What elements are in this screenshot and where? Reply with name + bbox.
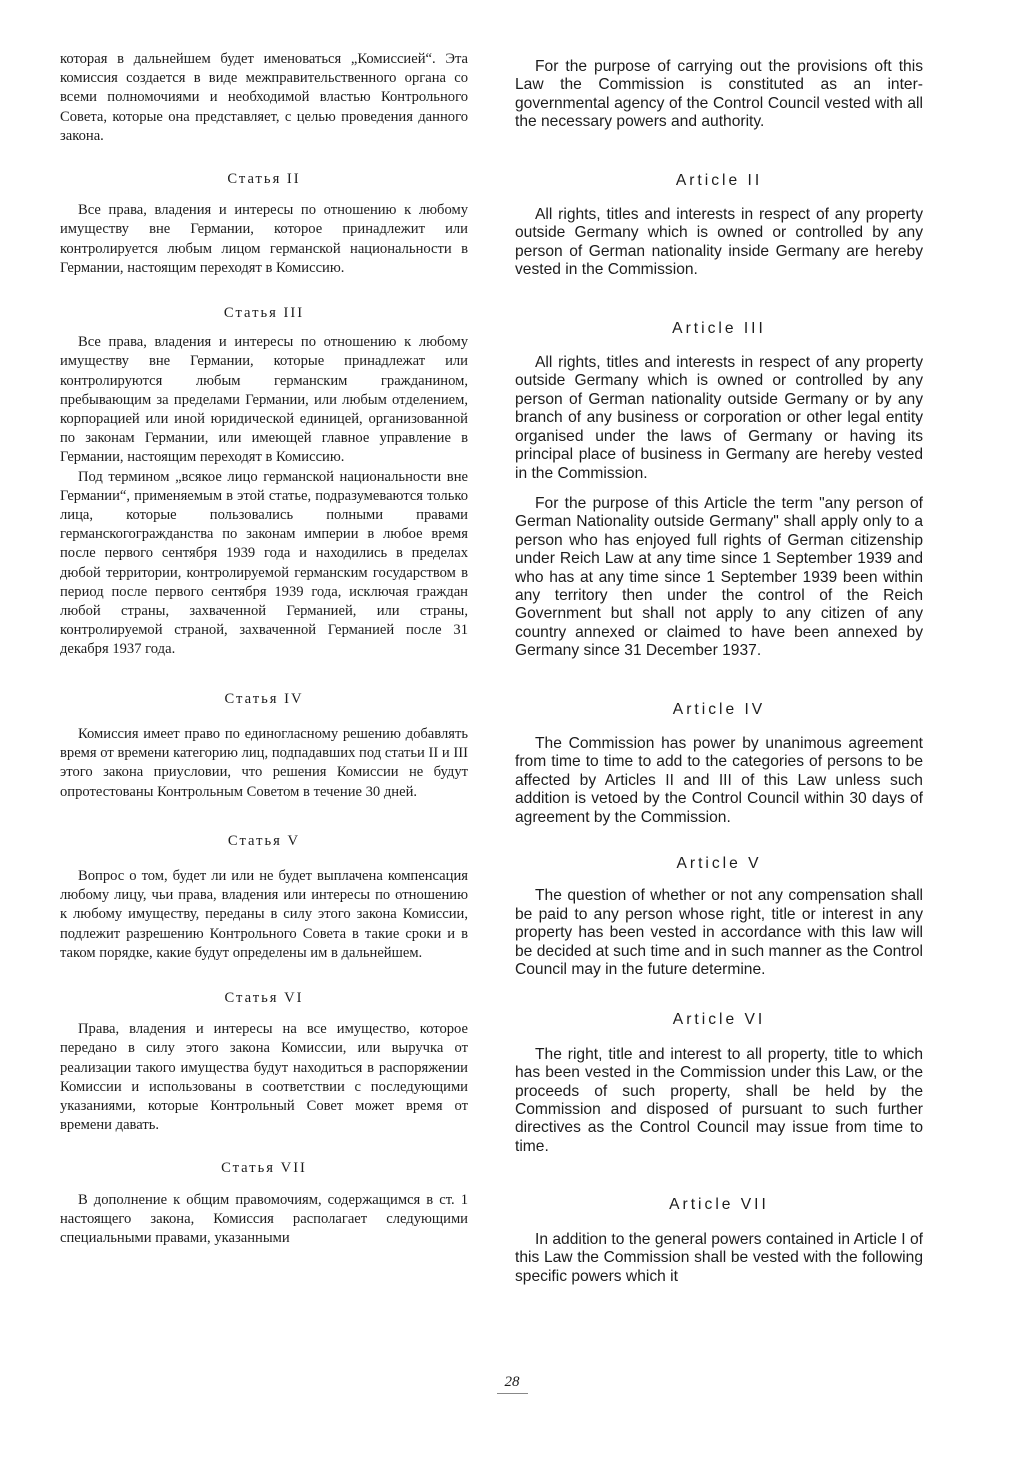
ru-article-5-paragraph: Вопрос о том, будет ли или не будет выплачена компенсация любому лицу, чьи права, владения или интересы по отношению к любому имуществу, переданы в силу этого закона Комиссии, подлежит разрешению Контрольного Совета в такие сроки и в таком порядке, какие будут определены им в дальнейшем. (60, 867, 468, 961)
en-article-2-heading: Article II (675, 171, 763, 189)
en-article-6-heading: Article VI (672, 1011, 766, 1029)
ru-article-5-heading: Статья V (227, 832, 301, 849)
ru-article-4-paragraph: Комиссия имеет право по единогласному решению добавлять время от времени категорию лиц, подпадавших под статьи II и III этого закона приусловии, что решения Комиссии не будут опротестованы Контрольным Советом в течение 30 дней. (60, 725, 468, 800)
en-article-3-paragraph-2: For the purpose of this Article the term "any person of German Nationality outside Germany" shall apply only to a person who has enjoyed full rights of German citizenship under Reich Law at any time since 1 September 1939 and who has at any time since 1 September 1939 been within any territory then under the control of the Reich Government but shall not apply to any citizen of any country annexed or claimed to have been annexed by Germany since 31 December 1937. (515, 494, 923, 660)
ru-article-2-paragraph: Все права, владения и интересы по отношению к любому имуществу вне Германии, которое принадлежит или контролируется любым лицом германской национальности в Германии, настоящим переходят в Комиссию. (60, 202, 468, 276)
en-article-5-heading: Article V (676, 855, 762, 872)
en-article-2-paragraph: All rights, titles and interests in respect of any property outside Germany which is owned or controlled by any person of German nationality inside Germany are hereby vested in the Commission. (515, 206, 923, 279)
ru-article-3-paragraph-1: Все права, владения и интересы по отношению к любому имуществу вне Германии, которые принадлежат или контролируются любым германским гражданином, пребывающим за пределами Германии, или любым отделением, корпорацией или иной юридической единицей, организованной по законам Германии, или имеющей главное управление в Германии, настоящим переходят в Комиссию. (60, 334, 468, 466)
en-intro-paragraph: For the purpose of carrying out the provisions oft this Law the Commission is constituted as an inter-governmental agency of the Control Council vested with all the necessary powers and authority. (515, 58, 923, 131)
ru-article-3-paragraph-2: Под термином „всякое лицо германской национальности вне Германии“, применяемым в этой статье, подразумеваются только лица, которые пользовались полными правами германскогогражданства по законам империи в любое время после первого сентября 1939 года и находились в пределах дюбой территории, контролируемой германским государством в период после первого сентября 1939 года, исключая граждан любой страны, захваченной Германией, или страны, контролируемой страной, захваченной Германией после 31 декабря 1937 года. (60, 468, 468, 658)
ru-article-2-heading: Статья II (227, 171, 301, 188)
ru-intro-paragraph: которая в дальнейшем будет именоваться „Комиссией“. Эта комиссия создается в виде межправительственного органа со всеми полномочиями и необходимой властью Контрольного Совета, которые она представляет, с целью проведения данного закона. (60, 51, 468, 144)
ru-article-6-heading: Статья VI (224, 989, 304, 1006)
en-article-7-paragraph: In addition to the general powers contained in Article I of this Law the Commission shall be vested with the following specific powers which it (515, 1230, 923, 1285)
ru-article-7-heading: Статья VII (221, 1160, 307, 1177)
ru-article-4-heading: Статья IV (224, 690, 304, 707)
page-number: 28 (497, 1374, 528, 1394)
en-article-6-paragraph: The right, title and interest to all property, title to which has been vested in the Commission under this Law, or the proceeds of such property, shall be held by the Commission and disposed of pursuant to such further directives as the Control Council may issue from time to time. (515, 1045, 923, 1155)
en-article-7-heading: Article VII (669, 1196, 769, 1214)
en-article-4-heading: Article IV (672, 700, 766, 718)
ru-article-6-paragraph: Права, владения и интересы на все имущество, которое передано в силу этого закона Комиссии, или выручка от реализации такого имущества будут находиться в распоряжении Комиссии и использованы в соответствии с последующими указаниями, которые Контрольный Совет может время от времени давать. (60, 1021, 468, 1134)
ru-article-3-heading: Статья III (223, 305, 305, 322)
ru-article-7-paragraph: В дополнение к общим правомочиям, содержащимся в ст. 1 настоящего закона, Комиссия располагает следующими специальными правами, указанными (60, 1191, 468, 1246)
russian-column (60, 50, 468, 1248)
en-article-3-paragraph-1: All rights, titles and interests in respect of any property outside Germany which is owned or controlled by any person of German nationality outside Germany or by any branch of any business or corporation or other legal entity organised under the laws of Germany or having its principal place of business in Germany are hereby vested in the Commission. (515, 354, 923, 482)
page-number-footer (0, 1374, 1024, 1394)
en-article-4-paragraph: The Commission has power by unanimous agreement from time to time to add to the categories of persons to be affected by Articles II and III of this Law unless such addition is vetoed by the Control Council within 30 days of agreement by the Commission. (515, 734, 923, 826)
en-article-3-heading: Article III (672, 319, 766, 337)
en-article-5-paragraph: The question of whether or not any compensation shall be paid to any person whose right, title or interest in any property has been vested in accordance with this law will be decided at such time and in such manner as the Control Council may in the future determine. (515, 887, 923, 979)
english-column (515, 58, 923, 1286)
